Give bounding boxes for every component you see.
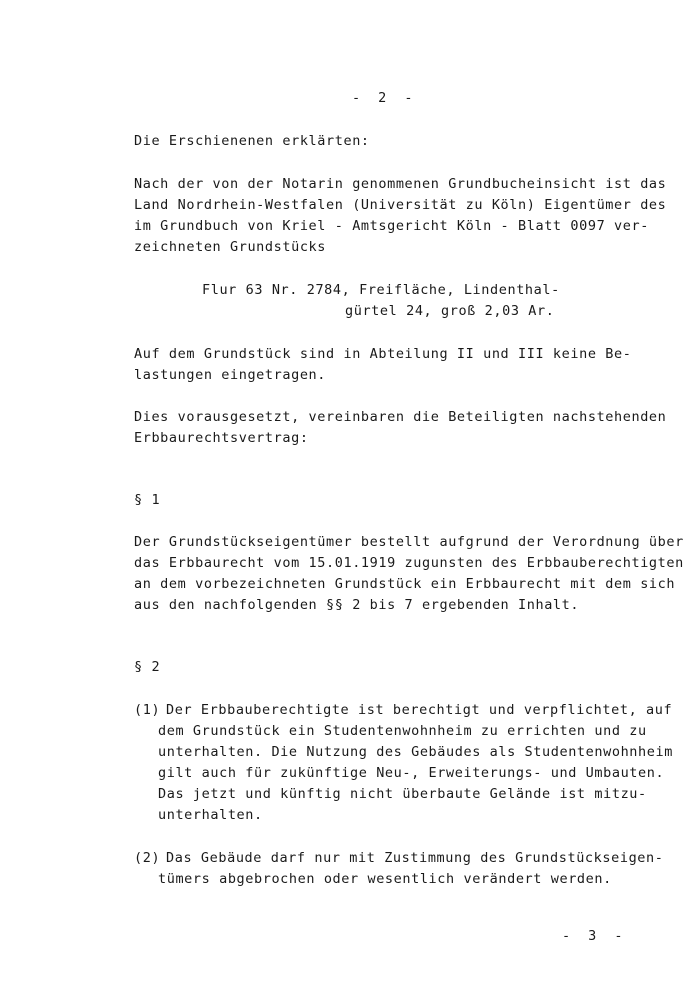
item-1-line-4: gilt auch für zukünftige Neu-, Erweiterungs- und Umbauten. <box>158 765 665 781</box>
para3-line-1: Dies vorausgesetzt, vereinbaren die Beteiligten nachstehenden <box>134 409 667 425</box>
item-1-line-2: dem Grundstück ein Studentenwohnheim zu errichten und zu <box>158 723 647 739</box>
para1-line-4: zeichneten Grundstücks <box>134 239 327 255</box>
item-1-line-6: unterhalten. <box>158 807 263 823</box>
section-1-heading: § 1 <box>134 492 161 508</box>
item-2-line-2: tümers abgebrochen oder wesentlich verändert werden. <box>158 871 612 887</box>
item-1-line-1: Der Erbbauberechtigte ist berechtigt und verpflichtet, auf <box>166 702 673 718</box>
section-2-heading: § 2 <box>134 659 161 675</box>
para1-line-3: im Grundbuch von Kriel - Amtsgericht Köln - Blatt 0097 ver- <box>134 218 649 234</box>
parcel-line-2: gürtel 24, groß 2,03 Ar. <box>345 303 555 319</box>
para1-line-1: Nach der von der Notarin genommenen Grundbucheinsicht ist das <box>134 176 667 192</box>
section-1-line-1: Der Grundstückseigentümer bestellt aufgrund der Verordnung über <box>134 534 684 550</box>
next-page-indicator: - 3 - <box>562 928 624 944</box>
section-1-line-4: aus den nachfolgenden §§ 2 bis 7 ergebenden Inhalt. <box>134 597 580 613</box>
item-2-label: (2) <box>134 850 161 866</box>
para3-line-2: Erbbaurechtsvertrag: <box>134 430 309 446</box>
item-2-line-1: Das Gebäude darf nur mit Zustimmung des Grundstückseigen- <box>166 850 664 866</box>
section-1-line-3: an dem vorbezeichneten Grundstück ein Erbbaurecht mit dem sich <box>134 576 676 592</box>
parcel-line-1: Flur 63 Nr. 2784, Freifläche, Lindenthal- <box>202 282 560 298</box>
para2-line-1: Auf dem Grundstück sind in Abteilung II und III keine Be- <box>134 346 632 362</box>
intro-line: Die Erschienenen erklärten: <box>134 133 370 149</box>
item-1-line-5: Das jetzt und künftig nicht überbaute Gelände ist mitzu- <box>158 786 647 802</box>
section-1-line-2: das Erbbaurecht vom 15.01.1919 zugunsten des Erbbauberechtigten <box>134 555 684 571</box>
para2-line-2: lastungen eingetragen. <box>134 367 327 383</box>
para1-line-2: Land Nordrhein-Westfalen (Universität zu Köln) Eigentümer des <box>134 197 667 213</box>
item-1-label: (1) <box>134 702 161 718</box>
item-1-line-3: unterhalten. Die Nutzung des Gebäudes als Studentenwohnheim <box>158 744 673 760</box>
page-number: - 2 - <box>352 90 414 106</box>
